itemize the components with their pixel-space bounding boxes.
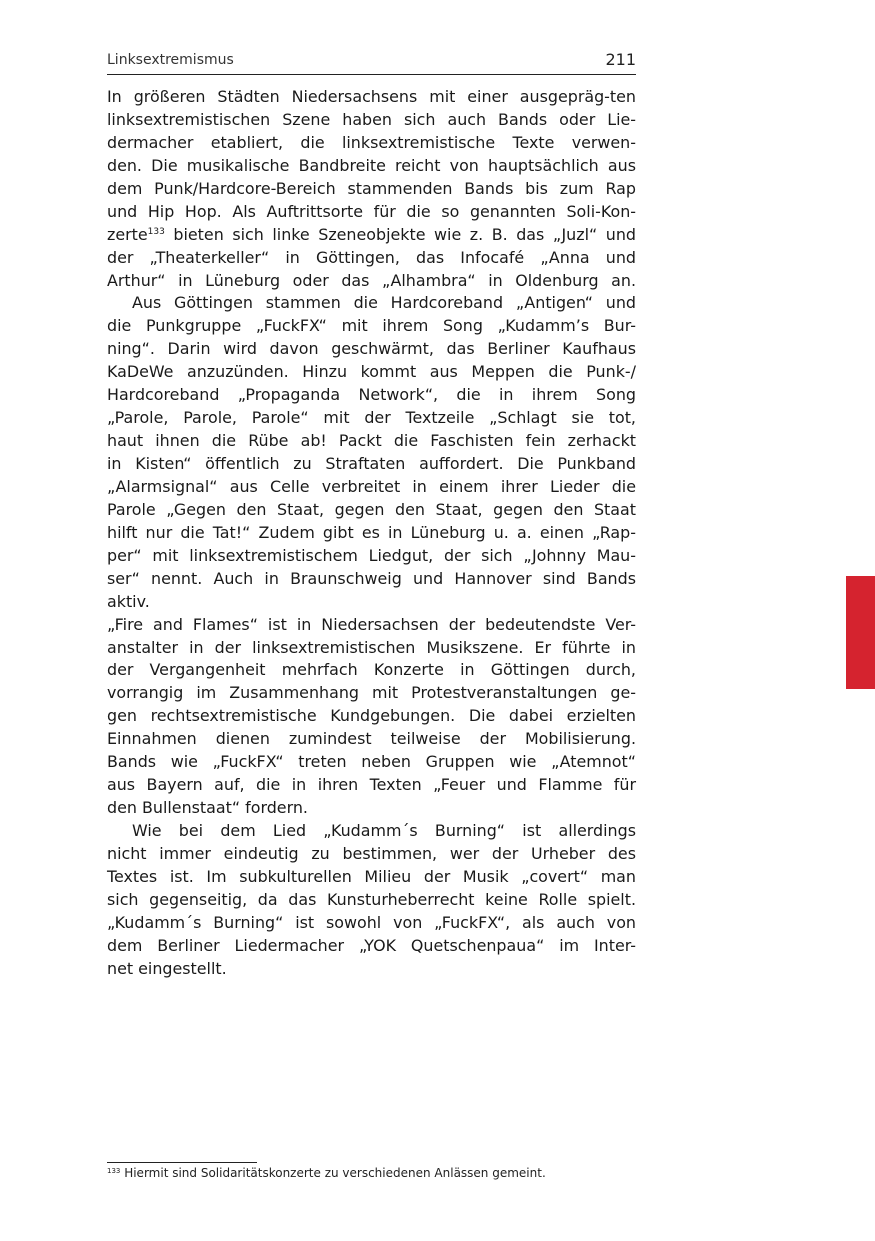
text-fragment: zerte — [107, 224, 148, 244]
paragraph-4 — [107, 820, 636, 981]
paragraph-2 — [107, 292, 636, 613]
text-line: und Hip Hop. Als Auftrittsorte für die so genannten Soli-Kon- — [107, 201, 636, 221]
chapter-thumb-tab — [846, 576, 875, 689]
body-text — [107, 86, 636, 981]
text-line: In größeren Städten Niedersachsens mit einer ausgepräg-ten — [107, 87, 636, 106]
text-line: hilft nur die Tat!“ Zudem gibt es in Lüneburg u. a. einen „Rap- — [107, 522, 636, 542]
text-line: Bands wie „FuckFX“ treten neben Gruppen wie „Atemnot“ — [107, 752, 636, 772]
text-line: linksextremistischen Szene haben sich auch Bands oder Lie- — [107, 109, 636, 129]
text-line: aus Bayern auf, die in ihren Texten „Feuer und Flamme für — [107, 775, 636, 795]
text-line: KaDeWe anzuzünden. Hinzu kommt aus Meppen die Punk-/ — [107, 362, 636, 382]
text-line: Hardcoreband „Propaganda Network“, die in ihrem Song — [107, 385, 636, 405]
text-line: net eingestellt. — [107, 958, 227, 978]
paragraph-3 — [107, 614, 636, 820]
text-line: in Kisten“ öffentlich zu Straftaten auffordert. Die Punkband — [107, 454, 636, 473]
footnote-reference: 133 — [147, 226, 165, 237]
text-line: Parole „Gegen den Staat, gegen den Staat, gegen den Staat — [107, 499, 636, 519]
text-line: den. Die musikalische Bandbreite reicht von hauptsächlich aus — [107, 155, 636, 175]
footnote — [107, 1166, 546, 1180]
text-line: Textes ist. Im subkulturellen Milieu der Musik „covert“ man — [107, 866, 636, 886]
text-line: Arthur“ in Lüneburg oder das „Alhambra“ in Oldenburg an. — [107, 270, 636, 290]
text-line: anstalter in der linksextremistischen Musikszene. Er führte in — [107, 637, 636, 657]
text-line: Aus Göttingen stammen die Hardcoreband „Antigen“ und — [132, 293, 636, 313]
text-line: aktiv. — [107, 591, 150, 611]
text-line: ser“ nennt. Auch in Braunschweig und Hannover sind Bands — [107, 568, 636, 588]
footnote-mark: 133 — [107, 1167, 121, 1175]
text-line: der Vergangenheit mehrfach Konzerte in Göttingen durch, — [107, 660, 636, 680]
running-header — [107, 50, 636, 75]
running-title: Linksextremismus — [107, 52, 234, 68]
text-line: Einnahmen dienen zumindest teilweise der Mobilisierung. — [107, 729, 636, 749]
text-fragment: bieten sich linke Szeneobjekte wie z. B. das „Juzl“ und — [164, 224, 636, 244]
text-line: die Punkgruppe „FuckFX“ mit ihrem Song „Kudamm’s Bur- — [107, 316, 636, 336]
footnote-divider — [107, 1162, 257, 1163]
text-line-with-footnote — [107, 224, 636, 247]
text-line: der „Theaterkeller“ in Göttingen, das Infocafé „Anna und — [107, 247, 636, 267]
text-line: „Parole, Parole, Parole“ mit der Textzeile „Schlagt sie tot, — [107, 408, 636, 428]
text-line: nicht immer eindeutig zu bestimmen, wer der Urheber des — [107, 843, 636, 863]
text-line: vorrangig im Zusammenhang mit Protestveranstaltungen ge- — [107, 683, 636, 703]
text-line: sich gegenseitig, da das Kunsturheberrecht keine Rolle spielt. — [107, 889, 636, 909]
text-line: dem Berliner Liedermacher „YOK Quetschenpaua“ im Inter- — [107, 935, 636, 955]
text-line: „Fire and Flames“ ist in Niedersachsen der bedeutendste Ver- — [107, 614, 636, 634]
text-line: dem Punk/Hardcore-Bereich stammenden Bands bis zum Rap — [107, 178, 636, 198]
text-line: per“ mit linksextremistischem Liedgut, der sich „Johnny Mau- — [107, 545, 636, 565]
text-line: „Alarmsignal“ aus Celle verbreitet in einem ihrer Lieder die — [107, 476, 636, 496]
text-line: gen rechtsextremistische Kundgebungen. Die dabei erzielten — [107, 706, 636, 726]
paragraph-1 — [107, 86, 636, 292]
text-line: „Kudamm´s Burning“ ist sowohl von „FuckFX“, als auch von — [107, 912, 636, 932]
text-line: Wie bei dem Lied „Kudamm´s Burning“ ist allerdings — [132, 821, 636, 840]
page-number: 211 — [605, 50, 636, 69]
text-line: ning“. Darin wird davon geschwärmt, das Berliner Kaufhaus — [107, 339, 636, 359]
text-line: dermacher etabliert, die linksextremistische Texte verwen- — [107, 132, 636, 152]
text-line: haut ihnen die Rübe ab! Packt die Faschisten fein zerhackt — [107, 431, 636, 451]
footnote-text: Hiermit sind Solidaritätskonzerte zu verschiedenen Anlässen gemeint. — [124, 1166, 546, 1180]
text-line: den Bullenstaat“ fordern. — [107, 798, 308, 818]
